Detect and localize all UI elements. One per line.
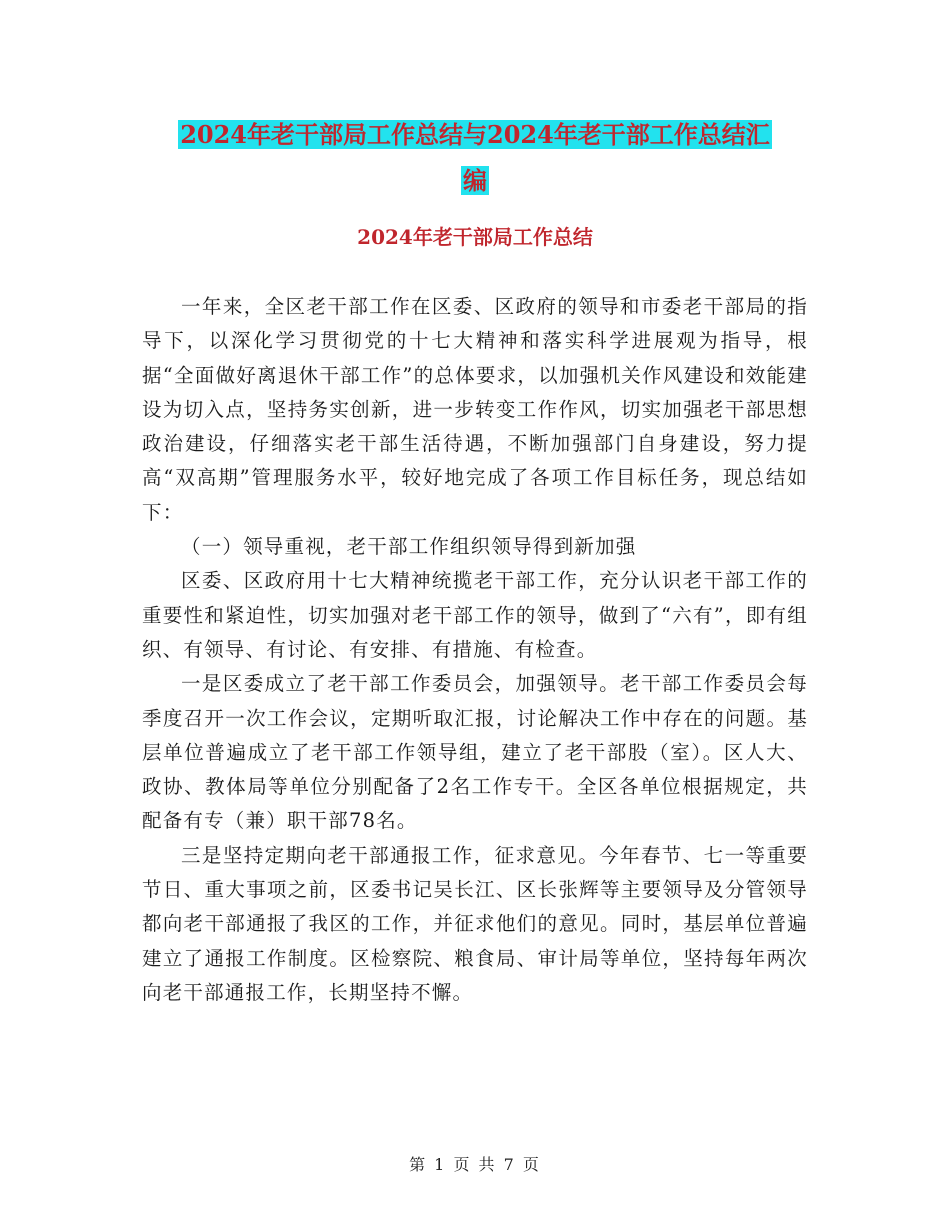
paragraph: 一是区委成立了老干部工作委员会，加强领导。老干部工作委员会每季度召开一次工作会议，定期听取汇报，讨论解决工作中存在的问题。基层单位普遍成立了老干部工作领导组，建立了老干部股（室）。区人大、政协、教体局等单位分别配备了2名工作专干。全区各单位根据规定，共配备有专（兼）职干部78名。 (142, 672, 808, 833)
document-body (142, 290, 808, 1010)
paragraph: 区委、区政府用十七大精神统揽老干部工作，充分认识老干部工作的重要性和紧迫性，切实加强对老干部工作的领导，做到了“六有”，即有组织、有领导、有讨论、有安排、有措施、有检查。 (142, 569, 808, 661)
document-title-line1: 2024年老干部局工作总结与2024年老干部工作总结汇 (180, 120, 770, 149)
paragraph: （一）领导重视，老干部工作组织领导得到新加强 (181, 535, 637, 559)
document-title-line2: 编 (463, 166, 487, 195)
document-title (140, 112, 810, 204)
paragraph: 一年来，全区老干部工作在区委、区政府的领导和市委老干部局的指导下，以深化学习贯彻党的十七大精神和落实科学进展观为指导，根据“全面做好离退休干部工作”的总体要求，以加强机关作风建设和效能建设为切入点，坚持务实创新，进一步转变工作作风，切实加强老干部思想政治建设，仔细落实老干部生活待遇，不断加强部门自身建设，努力提高“双高期”管理服务水平，较好地完成了各项工作目标任务，现总结如下： (142, 295, 808, 524)
page-number-footer: 第 1 页 共 7 页 (409, 1155, 541, 1174)
paragraph: 三是坚持定期向老干部通报工作，征求意见。今年春节、七一等重要节日、重大事项之前，区委书记吴长江、区长张辉等主要领导及分管领导都向老干部通报了我区的工作，并征求他们的意见。同时，基层单位普遍建立了通报工作制度。区检察院、粮食局、审计局等单位，坚持每年两次向老干部通报工作，长期坚持不懈。 (142, 843, 808, 1004)
section-title: 2024年老干部局工作总结 (357, 225, 593, 249)
